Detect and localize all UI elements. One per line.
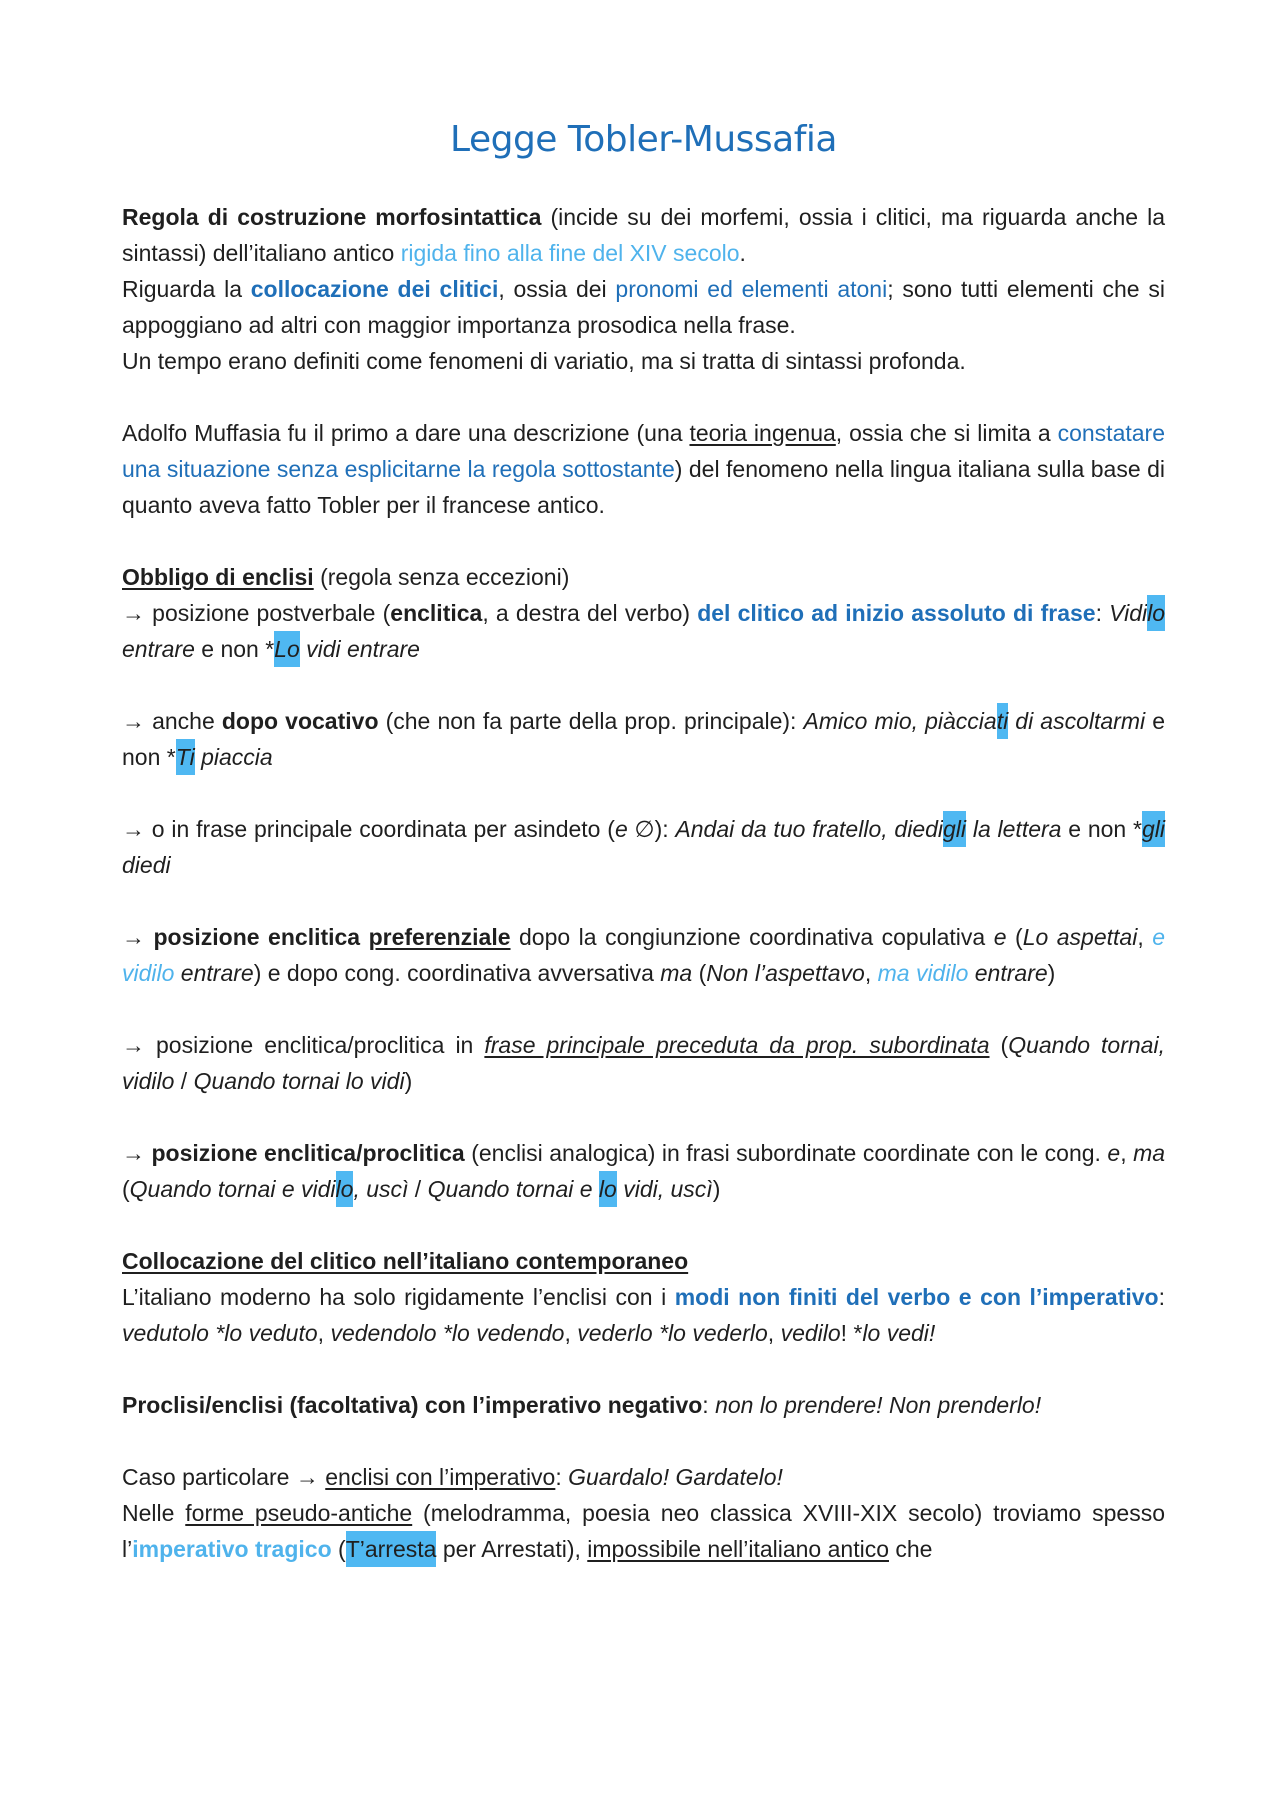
document-page bbox=[122, 118, 1165, 1567]
text: (che non fa parte della prop. principale): bbox=[378, 708, 804, 735]
example: diedi bbox=[122, 852, 171, 879]
text: → o in frase principale coordinata per asindeto ( bbox=[122, 816, 615, 843]
text: → posizione postverbale ( bbox=[122, 600, 391, 627]
clitic-highlight: gli bbox=[1142, 811, 1165, 847]
mussafia-paragraph bbox=[122, 415, 1165, 523]
spacer bbox=[122, 1099, 1165, 1135]
example: la lettera bbox=[966, 816, 1062, 843]
obbligo-rule-3 bbox=[122, 811, 1165, 883]
text: Un tempo erano definiti come fenomeni di variatio, ma si tratta di sintassi profonda. bbox=[122, 348, 966, 375]
text: ) bbox=[712, 1176, 721, 1203]
key-term: dopo vocativo bbox=[221, 708, 379, 735]
spacer bbox=[122, 775, 1165, 811]
text: → bbox=[122, 924, 154, 951]
text: Riguarda la bbox=[122, 276, 251, 303]
text: / bbox=[408, 1176, 428, 1203]
highlight-text: e vidilo bbox=[122, 924, 1166, 987]
example: entrare bbox=[968, 960, 1048, 987]
obbligo-rule-1 bbox=[122, 559, 1165, 667]
example: piaccia bbox=[194, 744, 273, 771]
text: → posizione enclitica/proclitica in bbox=[122, 1032, 485, 1059]
text: ) bbox=[1047, 960, 1056, 987]
intro-paragraph bbox=[122, 199, 1165, 379]
contemporaneo-paragraph bbox=[122, 1243, 1165, 1351]
text: ) bbox=[404, 1068, 413, 1095]
text: (incide su dei morfemi, ossia i clitici, ma riguarda anche la sintassi) dell’italiano antico bbox=[122, 204, 1166, 267]
example: e bbox=[1107, 1140, 1121, 1167]
example: Vidi bbox=[1109, 600, 1148, 627]
example: ma bbox=[1133, 1140, 1166, 1167]
clitic-highlight: lo bbox=[599, 1171, 617, 1207]
highlight-text: rigida fino alla fine del XIV secolo bbox=[400, 240, 740, 267]
clitic-highlight: ti bbox=[997, 703, 1009, 739]
example: lo vedi! bbox=[862, 1320, 936, 1347]
obbligo-rule-2 bbox=[122, 703, 1165, 775]
example: Guardalo! Gardatelo! bbox=[568, 1464, 783, 1491]
text: ( bbox=[331, 1536, 346, 1563]
text: ( bbox=[1006, 924, 1023, 951]
example: Andai da tuo fratello, diedi bbox=[675, 816, 944, 843]
text: , ossia dei bbox=[498, 276, 616, 303]
text: : bbox=[555, 1464, 569, 1491]
spacer bbox=[122, 1423, 1165, 1459]
example: ma bbox=[660, 960, 693, 987]
text: , bbox=[1120, 1140, 1134, 1167]
underlined-term: teoria ingenua bbox=[689, 420, 836, 447]
highlight-text: pronomi ed elementi atoni bbox=[615, 276, 888, 303]
text: ∅): bbox=[627, 816, 676, 843]
example: entrare bbox=[174, 960, 254, 987]
text: ( bbox=[122, 1176, 130, 1203]
underlined-term: enclisi con l’imperativo bbox=[325, 1464, 556, 1491]
clitic-highlight: lo bbox=[336, 1171, 354, 1207]
example: Non l’aspettavo bbox=[706, 960, 865, 987]
example: non lo prendere! Non prenderlo! bbox=[715, 1392, 1042, 1419]
text: , bbox=[1137, 924, 1153, 951]
clitic-highlight: T’arresta bbox=[346, 1531, 437, 1567]
text: , bbox=[767, 1320, 781, 1347]
example: vidi entrare bbox=[299, 636, 420, 663]
example: vederlo *lo vederlo bbox=[577, 1320, 768, 1347]
text: Adolfo Muffasia fu il primo a dare una descrizione (una bbox=[122, 420, 690, 447]
example: vedendolo *lo vedendo bbox=[330, 1320, 565, 1347]
text: → anche bbox=[122, 708, 222, 735]
text: , a destra del verbo) bbox=[482, 600, 698, 627]
text: e non * bbox=[122, 708, 1166, 771]
clitic-highlight: gli bbox=[943, 811, 966, 847]
text: Caso particolare → bbox=[122, 1464, 326, 1491]
underlined-term: frase principale preceduta da prop. subordinata bbox=[484, 1032, 990, 1059]
text: / bbox=[174, 1068, 194, 1095]
example: Quando tornai lo vidi bbox=[193, 1068, 405, 1095]
text: : bbox=[1095, 600, 1110, 627]
text: ; sono tutti elementi che si appoggiano ad altri con maggior importanza prosodica nella frase. bbox=[122, 276, 1165, 339]
spacer bbox=[122, 667, 1165, 703]
text: . bbox=[739, 240, 746, 267]
text: , bbox=[864, 960, 878, 987]
underlined-term: forme pseudo-antiche bbox=[185, 1500, 413, 1527]
section-heading: Obbligo di enclisi bbox=[122, 564, 314, 591]
text: che bbox=[888, 1536, 933, 1563]
text: , bbox=[564, 1320, 578, 1347]
spacer bbox=[122, 523, 1165, 559]
text: ! * bbox=[840, 1320, 863, 1347]
spacer bbox=[122, 991, 1165, 1027]
text: : bbox=[1158, 1284, 1165, 1311]
text: (regola senza eccezioni) bbox=[313, 564, 570, 591]
text: e non * bbox=[1061, 816, 1142, 843]
page-title: Legge Tobler-Mussafia bbox=[450, 119, 837, 160]
text: ) e dopo cong. coordinativa avversativa bbox=[253, 960, 661, 987]
example: vidi, uscì bbox=[616, 1176, 713, 1203]
underlined-term: impossibile nell’italiano antico bbox=[587, 1536, 889, 1563]
text: , bbox=[317, 1320, 331, 1347]
underlined-term: preferenziale bbox=[368, 924, 511, 951]
text: dopo la congiunzione coordinativa copulativa bbox=[510, 924, 994, 951]
example: Quando tornai e bbox=[427, 1176, 599, 1203]
example: vedutolo *lo veduto bbox=[122, 1320, 318, 1347]
example: Quando tornai e vidi bbox=[129, 1176, 336, 1203]
text: (melodramma, poesia neo classica XVIII-XIX secolo) troviamo spesso l’ bbox=[122, 1500, 1165, 1563]
text: ) del fenomeno nella lingua italiana sulla base di quanto aveva fatto Tobler per il francese antico. bbox=[122, 456, 1165, 519]
key-term: posizione enclitica/proclitica bbox=[151, 1140, 465, 1167]
text: → bbox=[122, 1140, 152, 1167]
key-term: del clitico ad inizio assoluto di frase bbox=[697, 600, 1096, 627]
example: Quando tornai, vidilo bbox=[122, 1032, 1165, 1095]
highlight-text: constatare una situazione senza esplicitarne la regola sottostante bbox=[122, 420, 1165, 483]
text: L’italiano moderno ha solo rigidamente l’enclisi con i bbox=[122, 1284, 675, 1311]
example: entrare bbox=[122, 636, 195, 663]
obbligo-rule-6 bbox=[122, 1135, 1165, 1207]
spacer bbox=[122, 1351, 1165, 1387]
text: : bbox=[702, 1392, 716, 1419]
example: e bbox=[614, 816, 628, 843]
highlight-text: ma vidilo bbox=[877, 960, 969, 987]
clitic-highlight: Lo bbox=[274, 631, 300, 667]
text: per Arrestati), bbox=[436, 1536, 588, 1563]
text: ( bbox=[989, 1032, 1009, 1059]
key-term: Proclisi/enclisi (facoltativa) con l’imperativo negativo bbox=[122, 1392, 703, 1419]
text: ( bbox=[692, 960, 707, 987]
term-regola: Regola di costruzione morfosintattica bbox=[122, 204, 542, 231]
spacer bbox=[122, 883, 1165, 919]
example: di ascoltarmi bbox=[1008, 708, 1146, 735]
text: , ossia che si limita a bbox=[835, 420, 1058, 447]
obbligo-rule-4 bbox=[122, 919, 1165, 991]
clitic-highlight: Ti bbox=[176, 739, 195, 775]
obbligo-rule-5 bbox=[122, 1027, 1165, 1099]
text: Nelle bbox=[122, 1500, 186, 1527]
example: e bbox=[993, 924, 1007, 951]
key-term: collocazione dei clitici bbox=[250, 276, 499, 303]
example: Lo aspettai bbox=[1022, 924, 1138, 951]
example: vedilo bbox=[780, 1320, 841, 1347]
key-term: imperativo tragico bbox=[132, 1536, 332, 1563]
example: Amico mio, piàccia bbox=[803, 708, 997, 735]
key-term: enclitica bbox=[390, 600, 483, 627]
section-heading: Collocazione del clitico nell’italiano contemporaneo bbox=[122, 1248, 689, 1275]
text: e non * bbox=[194, 636, 275, 663]
key-term: posizione enclitica bbox=[153, 924, 369, 951]
clitic-highlight: lo bbox=[1147, 595, 1165, 631]
proclisi-paragraph bbox=[122, 1387, 1165, 1423]
text: (enclisi analogica) in frasi subordinate coordinate con le cong. bbox=[464, 1140, 1108, 1167]
spacer bbox=[122, 1207, 1165, 1243]
caso-paragraph bbox=[122, 1459, 1165, 1567]
spacer bbox=[122, 379, 1165, 415]
key-term: modi non finiti del verbo e con l’imperativo bbox=[674, 1284, 1159, 1311]
example: , uscì bbox=[353, 1176, 409, 1203]
